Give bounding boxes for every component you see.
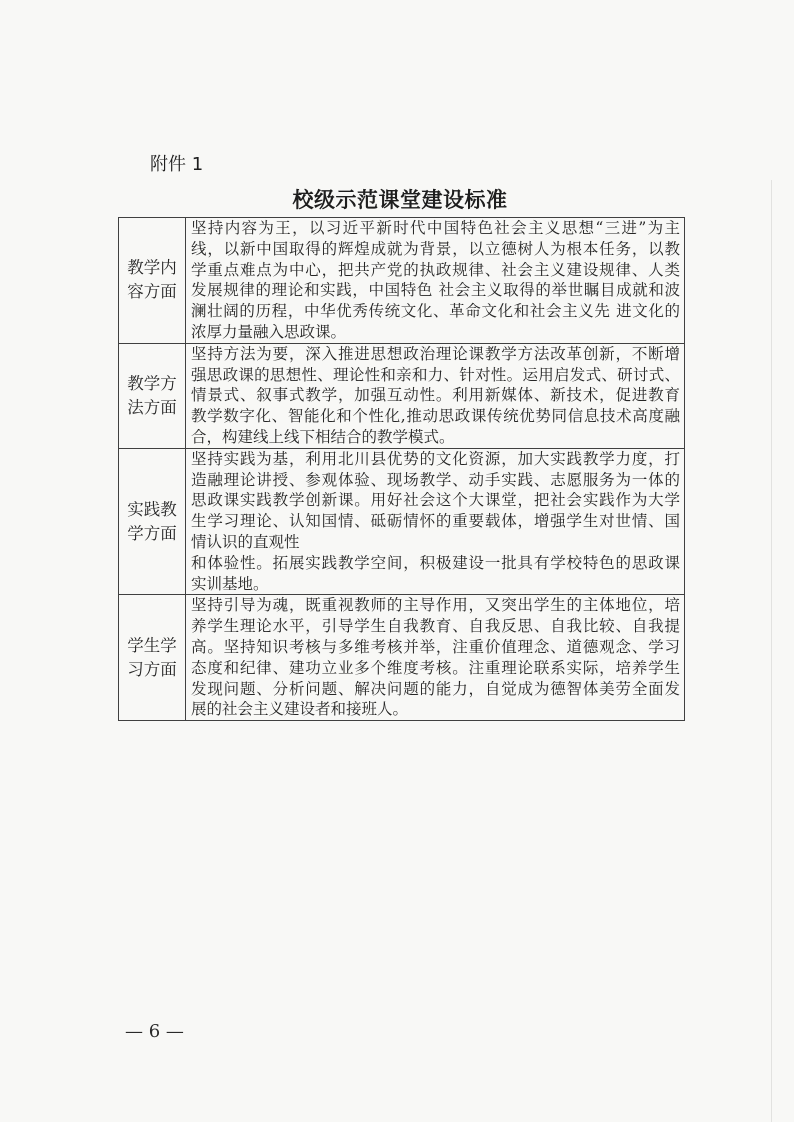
category-cell [119, 595, 186, 720]
content-line: 教学数字化、智能化和个性化,推动思政课传统优势同信息技术高度融 [191, 407, 680, 426]
content-line: 造融理论讲授、参观体验、现场教学、动手实践、志愿服务为一体的 [191, 470, 680, 489]
content-cell [186, 218, 684, 343]
content-line: 合，构建线上线下相结合的教学模式。 [191, 427, 455, 446]
category-label: 习方面 [127, 659, 177, 679]
table-row [119, 343, 684, 448]
content-line: 态度和纪律、建功立业多个维度考核。注重理论联系实际，培养学生 [191, 658, 680, 677]
content-line: 坚持内容为王，以习近平新时代中国特色社会主义思想“三进”为主 [191, 219, 680, 237]
content-line: 和体验性。拓展实践教学空间，积极建设一批具有学校特色的思政课 [191, 553, 680, 572]
content-line: 线，以新中国取得的辉煌成就为背景，以立德树人为根本任务，以教 [191, 239, 680, 258]
content-line: 发现问题、分析问题、解决问题的能力，自觉成为德智体美劳全面发 [191, 679, 680, 698]
category-cell [119, 449, 186, 595]
content-line: 展的社会主义建设者和接班人。 [191, 700, 409, 719]
content-line: 思政课实践教学创新课。用好社会这个大课堂，把社会实践作为大学 [191, 491, 680, 510]
table-row [119, 594, 684, 720]
standards-table [118, 217, 685, 721]
content-line: 情景式、叙事式教学，加强互动性。利用新媒体、新技术，促进教育 [191, 386, 680, 405]
content-line: 坚持方法为要，深入推进思想政治理论课教学方法改革创新，不断增 [191, 344, 680, 363]
table-row [119, 448, 684, 595]
content-line: 高。坚持知识考核与多维考核并举，注重价值理念、道德观念、学习 [191, 637, 680, 656]
content-cell [186, 595, 684, 720]
category-label: 法方面 [127, 397, 177, 417]
content-cell [186, 449, 684, 595]
scan-edge-artifact [771, 180, 772, 1122]
page-number: — 6 — [125, 1021, 184, 1042]
document-title: 校级示范课堂建设标准 [292, 187, 508, 212]
category-label: 教学内 [127, 258, 177, 278]
content-cell [186, 344, 684, 448]
content-line: 实训基地。 [191, 574, 269, 593]
content-line: 学重点难点为中心，把共产党的执政规律、社会主义建设规律、人类 [191, 260, 680, 279]
content-line: 养学生理论水平，引导学生自我教育、自我反思、自我比较、自我提 [191, 617, 680, 636]
content-line: 发展规律的理论和实践，中国特色 社会主义取得的举世瞩目成就和波 [191, 281, 680, 300]
category-cell [119, 218, 186, 343]
content-line: 坚持引导为魂，既重视教师的主导作用，又突出学生的主体地位，培 [191, 596, 680, 615]
category-cell [119, 344, 186, 448]
attachment-label: 附件 1 [150, 154, 204, 175]
category-label: 容方面 [127, 282, 177, 302]
content-line: 情认识的直观性 [191, 532, 300, 551]
category-label: 学方面 [127, 523, 177, 543]
content-line: 浓厚力量融入思政课。 [191, 322, 347, 341]
content-line: 澜壮阔的历程，中华优秀传统文化、革命文化和社会主义先 进文化的 [191, 302, 680, 321]
table-row [119, 218, 684, 343]
category-label: 教学方 [127, 373, 177, 393]
category-label: 学生学 [127, 635, 177, 655]
content-line: 坚持实践为基，利用北川县优势的文化资源，加大实践教学力度，打 [191, 449, 680, 468]
category-label: 实践教 [127, 499, 177, 519]
content-line: 强思政课的思想性、理论性和亲和力、针对性。运用启发式、研讨式、 [191, 365, 680, 384]
content-line: 生学习理论、认知国情、砥砺情怀的重要载体，增强学生对世情、国 [191, 512, 680, 531]
